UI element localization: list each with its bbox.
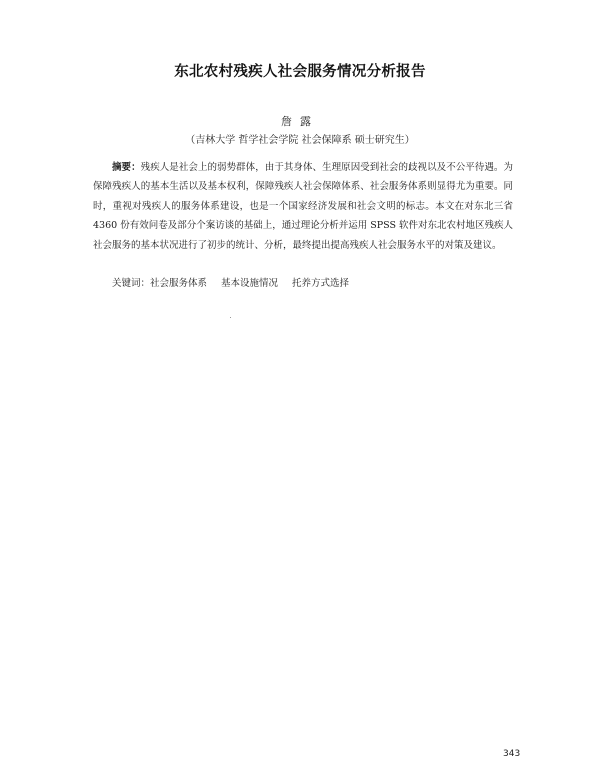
author-affiliation: （吉林大学 哲学社会学院 社会保障系 硕士研究生） [185, 135, 415, 146]
scan-speck [230, 317, 231, 318]
page-number: 343 [503, 749, 521, 759]
keywords-label: 关键词： [112, 278, 151, 289]
abstract-label: 摘要： [112, 162, 141, 173]
author-name: 詹露 [281, 115, 319, 128]
keyword-item: 社会服务体系 [150, 278, 208, 289]
paper-title: 东北农村残疾人社会服务情况分析报告 [174, 64, 426, 80]
abstract-paragraph [93, 158, 513, 255]
keyword-item: 基本设施情况 [221, 278, 279, 289]
keywords-line [93, 274, 513, 293]
abstract-text: 残疾人是社会上的弱势群体，由于其身体、生理原因受到社会的歧视以及不公平待遇。为保障残疾人的基本生活以及基本权利，保障残疾人社会保障体系、社会服务体系则显得尤为重要。同时，重视对残疾人的服务体系建设，也是一个国家经济发展和社会文明的标志。本文在对东北三省 4360 份有效问卷及部分个案访谈的基础上，通过理论分析并运用 SPSS 软件对东北农村地区残疾人社会服务的基本状况进行了初步的统计、分析，最终提出提高残疾人社会服务水平的对策及建议。 [93, 162, 513, 251]
keyword-item: 托养方式选择 [292, 278, 350, 289]
